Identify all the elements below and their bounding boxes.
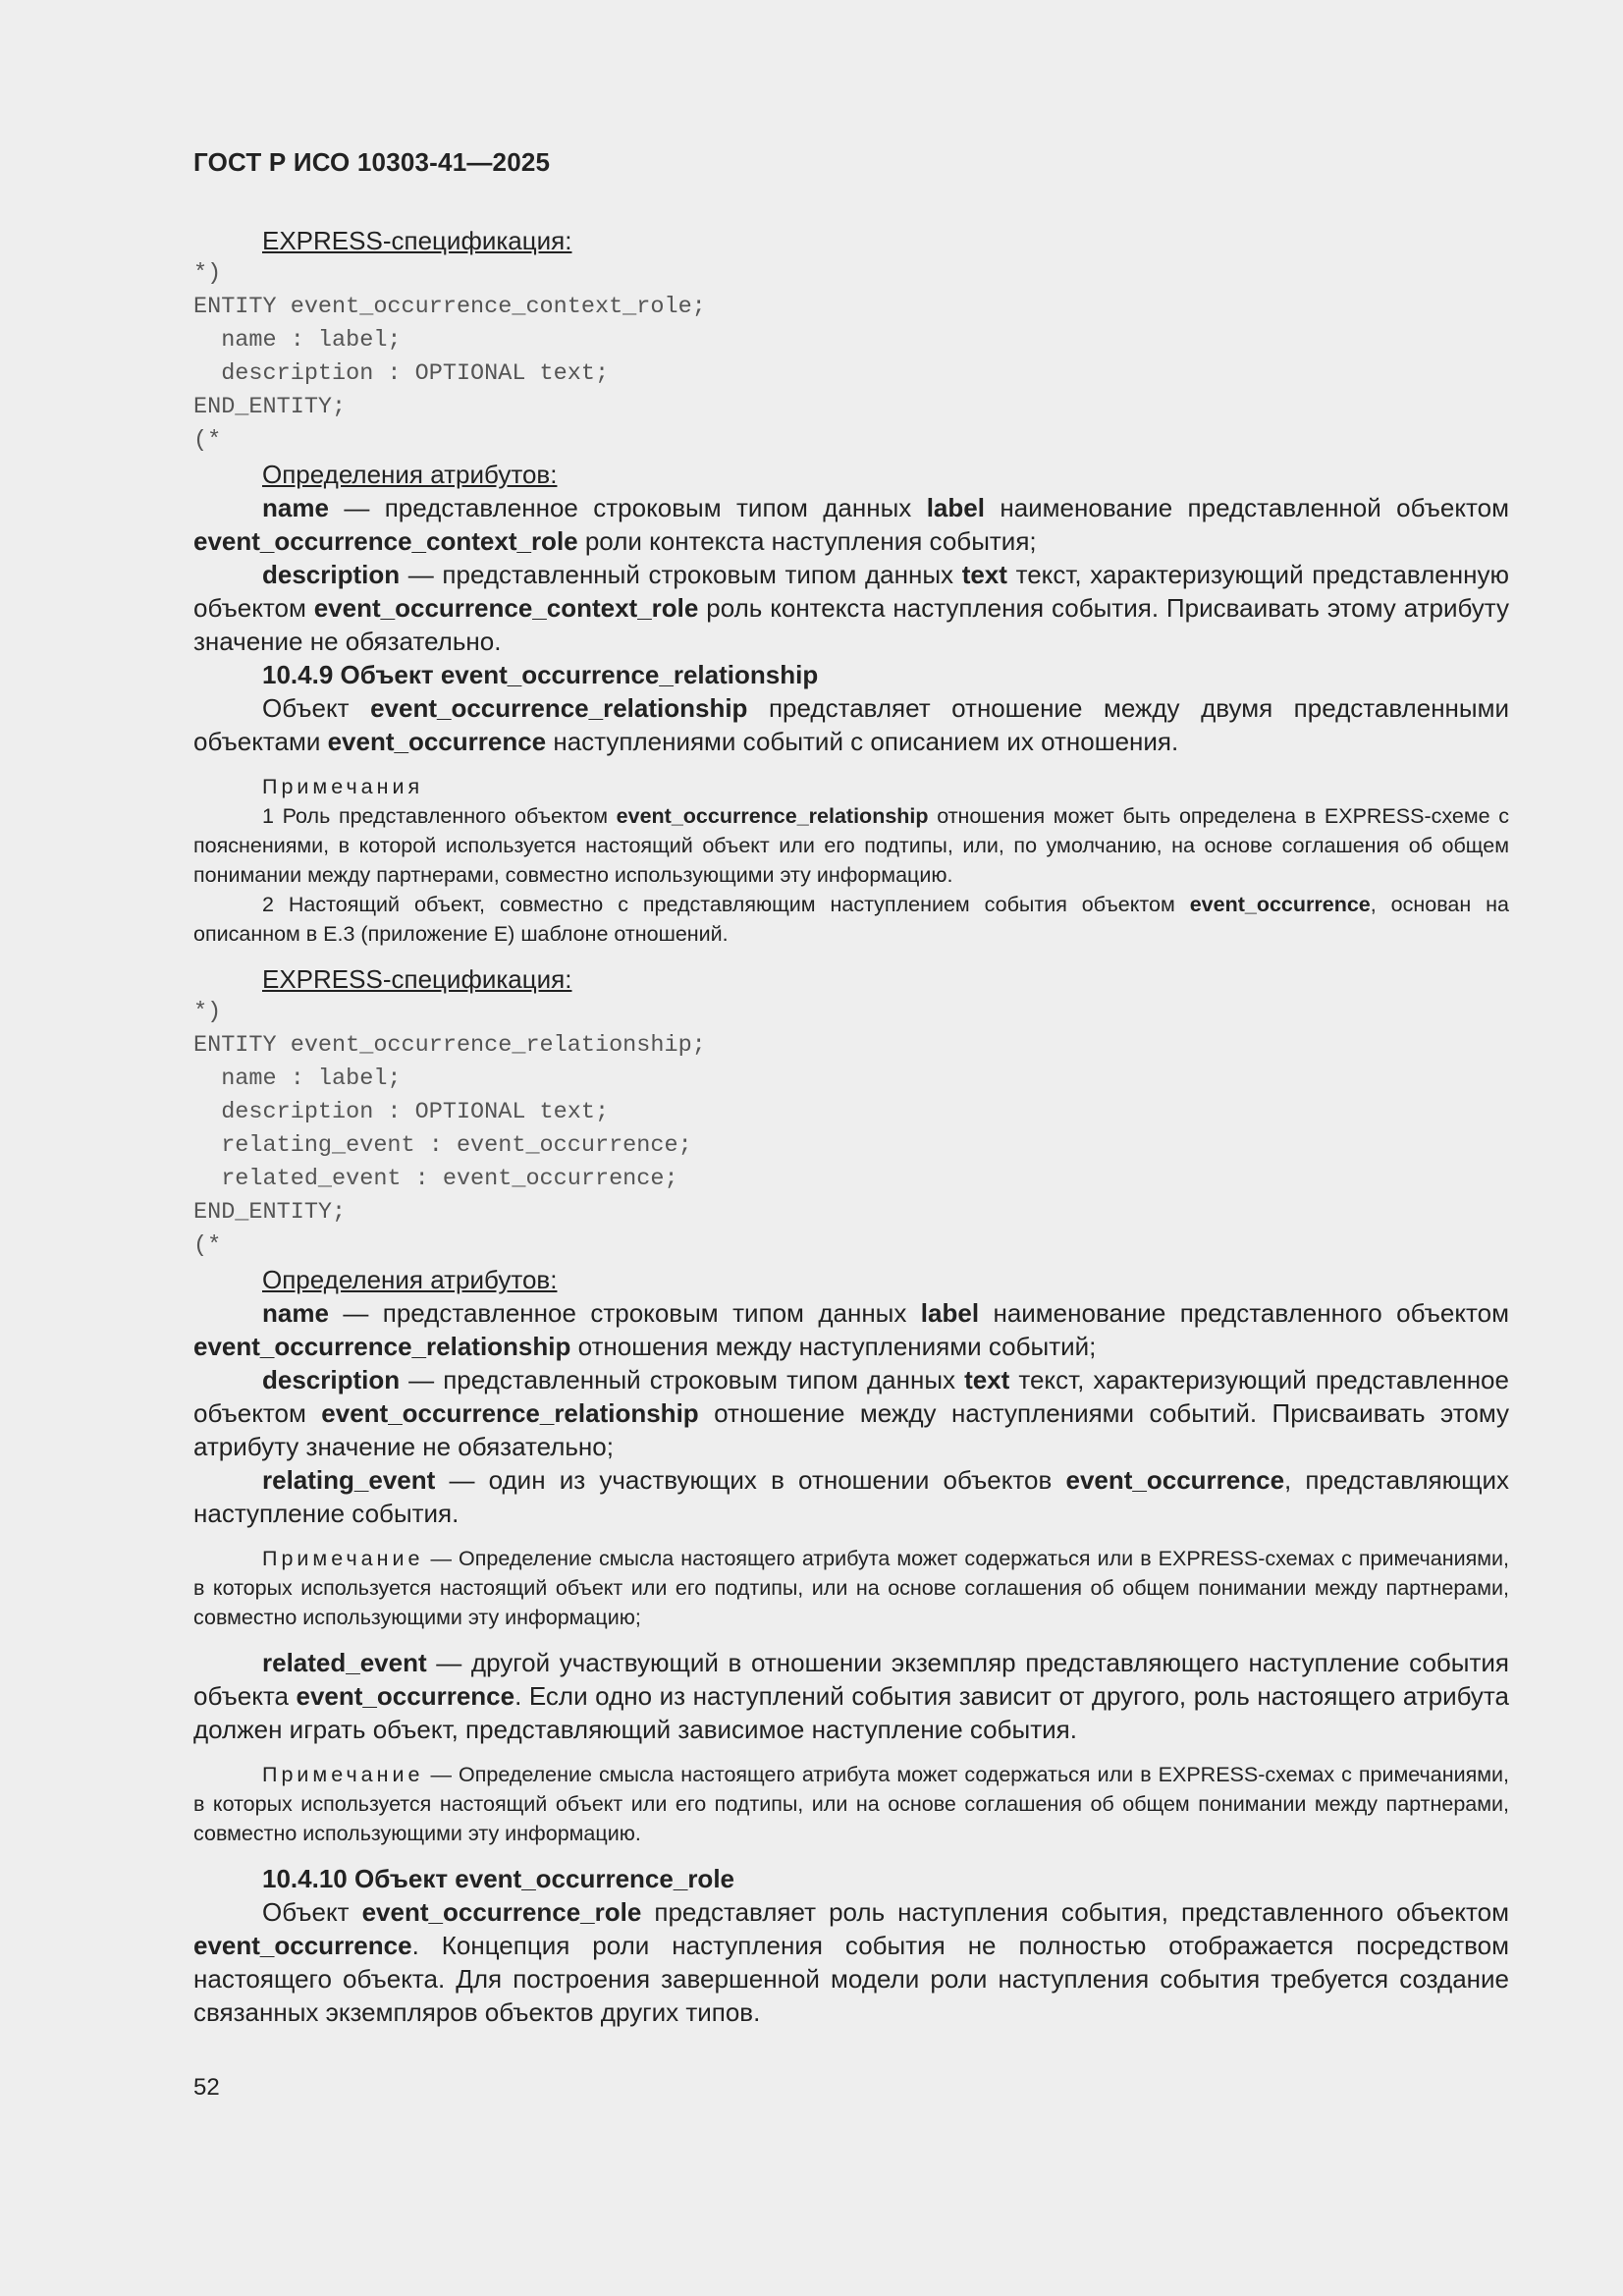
section-intro-paragraph: Объект event_occurrence_role представляет роль наступления события, представленного объектом event_occurrence. Концепция роли наступления события не полностью отображается посредством настоящего объекта. Для построения завершенной модели роли наступления события требуется создание связанных экземпляров объектов других типов. bbox=[193, 1897, 1509, 2027]
attribute-definition-name: name — представленное строковым типом данных label наименование представленного объектом event_occurrence_relationship отношения между наступлениями событий; bbox=[193, 1298, 1509, 1361]
attribute-definition-relating-event: relating_event — один из участвующих в отношении объектов event_occurrence, представляющих наступление события. bbox=[193, 1465, 1509, 1528]
document-header: ГОСТ Р ИСО 10303-41—2025 bbox=[193, 147, 551, 177]
section-heading-10-4-9: 10.4.9 Объект event_occurrence_relationship bbox=[262, 660, 819, 689]
section-heading-10-4-10: 10.4.10 Объект event_occurrence_role bbox=[262, 1864, 734, 1893]
page-number: 52 bbox=[193, 2074, 220, 2101]
attribute-definitions-heading: Определения атрибутов: bbox=[262, 460, 558, 489]
attribute-definition-description: description — представленный строковым типом данных text текст, характеризующий представленную объектом event_occurrence_context_role роль контекста наступления события. Присваивать этому атрибуту значение не обязательно. bbox=[193, 560, 1510, 656]
notes-title: Примечания bbox=[262, 775, 424, 798]
attribute-definition-description: description — представленный строковым типом данных text текст, характеризующий представленное объектом event_occurrence_relationship отношение между наступлениями событий. Присваивать этому атрибуту значение не обязательно; bbox=[193, 1365, 1509, 1461]
page-content bbox=[193, 224, 1509, 2029]
attribute-definitions-heading: Определения атрибутов: bbox=[262, 1265, 558, 1294]
section-intro-paragraph: Объект event_occurrence_relationship представляет отношение между двумя представленными объектами event_occurrence наступлениями событий с описанием их отношения. bbox=[193, 693, 1509, 756]
express-code-block: *) ENTITY event_occurrence_context_role; name : label; description : OPTIONAL text; END_ENTITY; (* bbox=[193, 260, 706, 454]
attribute-definition-name: name — представленное строковым типом данных label наименование представленной объектом event_occurrence_context_role роли контекста наступления события; bbox=[193, 493, 1509, 556]
express-spec-heading: EXPRESS-спецификация: bbox=[262, 226, 572, 255]
note-relating-event: Примечание — Определение смысла настоящего атрибута может содержаться или в EXPRESS-схемах с примечаниями, в которых используется настоящий объект или его подтипы, или на основе соглашения об общем понимании между партнерами, совместно использующими эту информацию; bbox=[193, 1547, 1509, 1629]
note-1: 1 Роль представленного объектом event_occurrence_relationship отношения может быть определена в EXPRESS-схеме с пояснениями, в которой используется настоящий объект или его подтипы, или, по умолчанию, на основе соглашения об общем понимании между партнерами, совместно использующими эту информацию. bbox=[193, 804, 1510, 887]
note-2: 2 Настоящий объект, совместно с представляющим наступлением события объектом event_occurrence, основан на описанном в Е.3 (приложение Е) шаблоне отношений. bbox=[193, 893, 1509, 946]
express-spec-heading: EXPRESS-спецификация: bbox=[262, 964, 572, 994]
express-code-block: *) ENTITY event_occurrence_relationship; name : label; description : OPTIONAL text; relating_event : event_occurrence; related_event : event_occurrence; END_ENTITY; (* bbox=[193, 999, 706, 1259]
note-related-event: Примечание — Определение смысла настоящего атрибута может содержаться или в EXPRESS-схемах с примечаниями, в которых используется настоящий объект или его подтипы, или на основе соглашения об общем понимании между партнерами, совместно использующими эту информацию. bbox=[193, 1763, 1509, 1845]
attribute-definition-related-event: related_event — другой участвующий в отношении экземпляр представляющего наступление события объекта event_occurrence. Если одно из наступлений события зависит от другого, роль настоящего атрибута должен играть объект, представляющий зависимое наступление события. bbox=[193, 1648, 1509, 1744]
